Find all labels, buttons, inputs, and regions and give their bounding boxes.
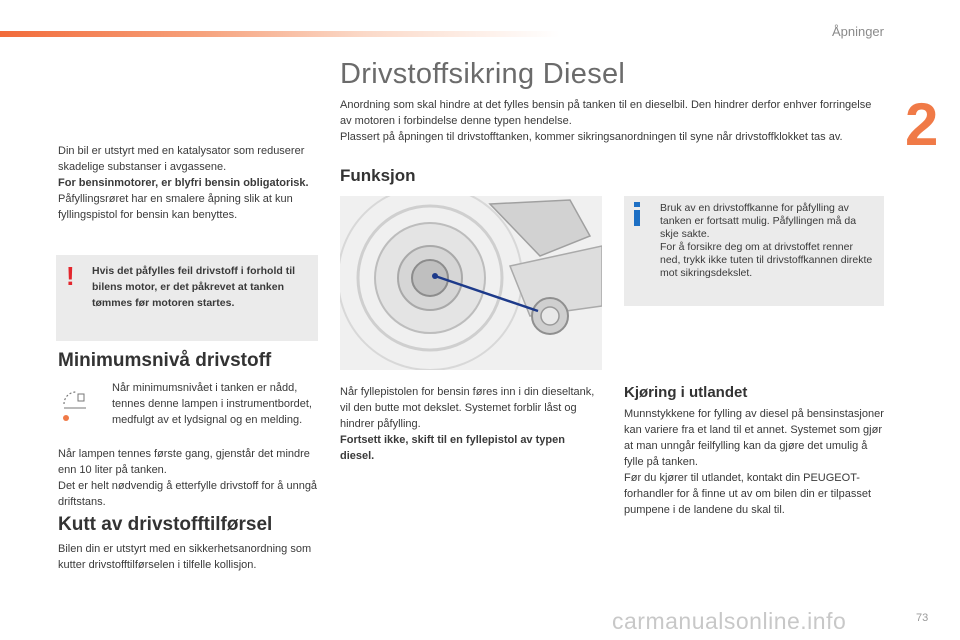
- main-intro-block: [340, 97, 885, 145]
- min-level-text-block: [112, 380, 312, 428]
- abroad-text: Munnstykkene for fylling av diesel på bensinstasjoner kan variere fra et land til et annet. Systemet som gjør at man unngår feilfylling kan da gjøre det umulig å fylle på tanken.: [624, 408, 884, 468]
- main-intro-2: Plassert på åpningen til drivstofftanken, kommer sikringsanordningen til syne når drivstoffklokket tas av.: [340, 131, 843, 143]
- abroad-title: Kjøring i utlandet: [624, 384, 748, 401]
- header-accent-bar: [0, 31, 560, 37]
- min-level-title: Minimumsnivå drivstoff: [58, 350, 272, 371]
- abroad-text-2: Før du kjører til utlandet, kontakt din PEUGEOT-forhandler for å finne ut av om bilen din er tilpasset pumpene i de landene du skal til.: [624, 472, 872, 516]
- page-number: 73: [916, 612, 929, 624]
- filler-neck-illustration: [340, 196, 602, 370]
- intro-block: [58, 143, 320, 223]
- function-bold-text: Fortsett ikke, skift til en fyllepistol av typen diesel.: [340, 434, 565, 462]
- section-label: Åpninger: [831, 24, 884, 39]
- min-level-text-2: Når lampen tennes første gang, gjenstår det mindre enn 10 liter på tanken.: [58, 448, 310, 476]
- fuel-cut-text: Bilen din er utstyrt med en sikkerhetsanordning som kutter drivstofftilførselen i tilfelle kollisjon.: [58, 543, 312, 571]
- info-icon: [632, 202, 642, 226]
- main-intro-1: Anordning som skal hindre at det fylles bensin på tanken til en dieselbil. Den hindrer derfor enhver forringelse av motoren i forbindelse denne typen hendelse.: [340, 99, 872, 127]
- watermark: carmanualsonline.info: [612, 608, 847, 634]
- function-text: Når fyllepistolen for bensin føres inn i din dieseltank, vil den butte mot dekslet. Systemet forblir låst og hindrer påfylling.: [340, 386, 595, 430]
- fuel-gauge-icon: [60, 382, 90, 422]
- intro-text-2: Påfyllingsrøret har en smalere åpning slik at kun fyllingspistol for bensin kan benyttes.: [58, 193, 293, 221]
- function-title: Funksjon: [340, 166, 416, 185]
- warning-icon: !: [66, 261, 75, 291]
- filler-neck-drawing: [340, 196, 602, 370]
- intro-bold-text: For bensinmotorer, er blyfri bensin obligatorisk.: [58, 177, 309, 189]
- abroad-text-block: [624, 406, 886, 518]
- info-text: Bruk av en drivstoffkanne for påfylling av tanken er fortsatt mulig. Påfyllingen må da skje sakte. For å forsikre deg om at drivstoffet renner ned, trykk ikke tuten til drivstoffkannen direkte mot sikringsdekslet.: [660, 202, 873, 279]
- warning-box: [56, 255, 318, 341]
- fuel-cut-title: Kutt av drivstofftilførsel: [58, 514, 273, 535]
- warning-text: Hvis det påfylles feil drivstoff i forhold til bilens motor, er det påkrevet at tanken tømmes før motoren startes.: [92, 265, 296, 309]
- info-box: [624, 196, 884, 306]
- chapter-number: 2: [905, 91, 939, 158]
- intro-text: Din bil er utstyrt med en katalysator som reduserer skadelige substanser i avgassene.: [58, 145, 305, 173]
- function-text-block: [340, 384, 602, 464]
- min-level-text: Når minimumsnivået i tanken er nådd, tennes denne lampen i instrumentbordet, medfulgt av et lydsignal og en melding.: [112, 382, 312, 426]
- page-title: Drivstoffsikring Diesel: [340, 58, 626, 90]
- min-level-text-3: Det er helt nødvendig å etterfylle drivstoff for å unngå driftstans.: [58, 480, 318, 508]
- fuel-cut-block: [58, 541, 320, 573]
- min-level-extra: [58, 446, 320, 510]
